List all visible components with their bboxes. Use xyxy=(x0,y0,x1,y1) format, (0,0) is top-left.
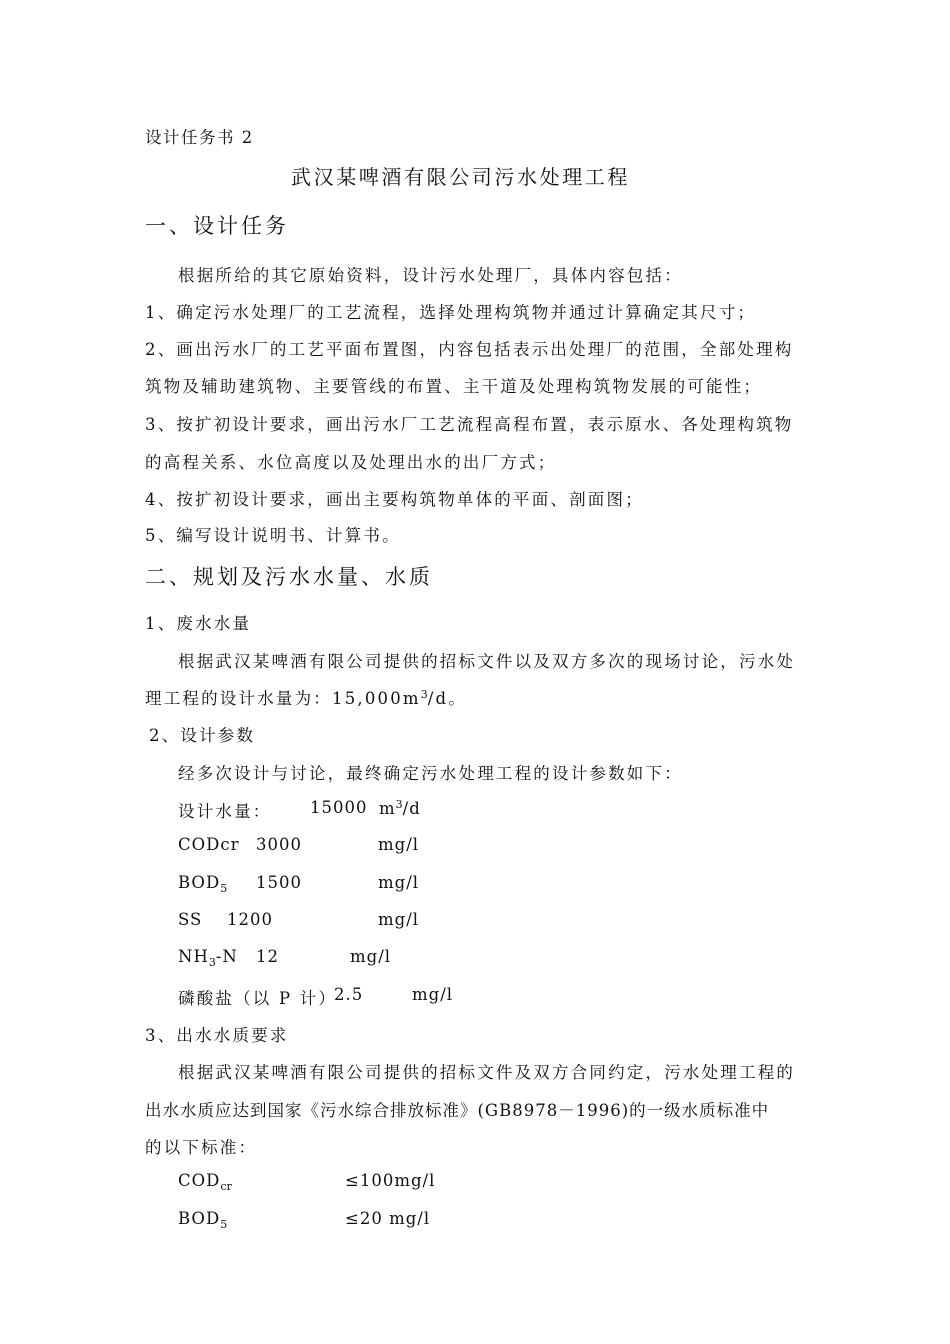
param-bod-label: $BOD_5$ xyxy=(178,873,228,895)
section1-item-3: 3、按扩初设计要求，画出污水厂工艺流程高程布置，表示原水、各处理构筑物 xyxy=(145,415,794,434)
section1-item-2: 2、画出污水厂的工艺平面布置图，内容包括表示出处理厂的范围，全部处理构 xyxy=(145,340,794,359)
standard-cod-value: ≤100mg/l xyxy=(345,1171,436,1190)
section2-p3-line1: 根据武汉某啤酒有限公司提供的招标文件及双方合同约定，污水处理工程的 xyxy=(178,1063,796,1082)
section1-item-5: 5、编写设计说明书、计算书。 xyxy=(145,526,401,545)
section1-heading: 一、设计任务 xyxy=(145,214,289,238)
param-bod-value: 1500 xyxy=(256,873,302,892)
param-phosphate-unit: mg/l xyxy=(412,985,454,1004)
doc-title: 武汉某啤酒有限公司污水处理工程 xyxy=(291,165,630,189)
param-ss-unit: mg/l xyxy=(378,910,420,929)
doc-header: 设计任务书 2 xyxy=(145,128,254,147)
section2-sub2: 2、设计参数 xyxy=(149,726,256,745)
section1-item-2-cont: 筑物及辅助建筑物、主要管线的布置、主干道及处理构筑物发展的可能性； xyxy=(145,377,763,396)
param-cod-value: 3000 xyxy=(256,835,302,854)
section1-item-3-cont: 的高程关系、水位高度以及处理出水的出厂方式； xyxy=(145,453,557,472)
section2-p1-line2: 理工程的设计水量为：$15,000m^3/d$。 xyxy=(145,688,468,708)
section2-heading: 二、规划及污水水量、水质 xyxy=(145,565,433,589)
param-nh3n-value: 12 xyxy=(256,947,279,966)
section2-sub1: 1、废水水量 xyxy=(145,614,252,633)
param-ss-label: SS xyxy=(178,910,203,929)
param-phosphate-label: 磷酸盐（以 P 计） xyxy=(178,989,338,1008)
standard-bod-value: ≤20 mg/l xyxy=(345,1209,431,1228)
param-phosphate-value: 2.5 xyxy=(334,985,364,1004)
section2-sub3: 3、出水水质要求 xyxy=(145,1026,289,1045)
param-flow-unit: $m^3/d$ xyxy=(379,798,421,818)
section1-item-4: 4、按扩初设计要求，画出主要构筑物单体的平面、剖面图； xyxy=(145,490,644,509)
param-cod-unit: mg/l xyxy=(378,835,420,854)
section2-p3-line2: 出水水质应达到国家《污水综合排放标准》(GB8978－1996)的一级水质标准中 xyxy=(145,1101,770,1120)
standard-cod-label: $COD_{cr}$ xyxy=(178,1171,232,1193)
param-nh3n-unit: mg/l xyxy=(350,947,392,966)
param-flow-value: 15000 xyxy=(310,798,368,817)
param-bod-unit: mg/l xyxy=(378,873,420,892)
param-cod-label: CODcr xyxy=(178,835,240,854)
param-ss-value: 1200 xyxy=(227,910,273,929)
param-flow-label: 设计水量： xyxy=(178,802,272,821)
section1-item-1: 1、确定污水处理厂的工艺流程，选择处理构筑物并通过计算确定其尺寸； xyxy=(145,303,757,322)
param-nh3n-label: $NH_3-N$ xyxy=(178,947,238,969)
section1-intro: 根据所给的其它原始资料，设计污水处理厂，具体内容包括： xyxy=(178,266,683,285)
section2-p2: 经多次设计与讨论，最终确定污水处理工程的设计参数如下： xyxy=(178,764,683,783)
section2-p1-line1: 根据武汉某啤酒有限公司提供的招标文件以及双方多次的现场讨论，污水处 xyxy=(178,652,796,671)
standard-bod-label: $BOD_5$ xyxy=(178,1209,228,1231)
section2-p3-line3: 的以下标准： xyxy=(145,1138,258,1157)
